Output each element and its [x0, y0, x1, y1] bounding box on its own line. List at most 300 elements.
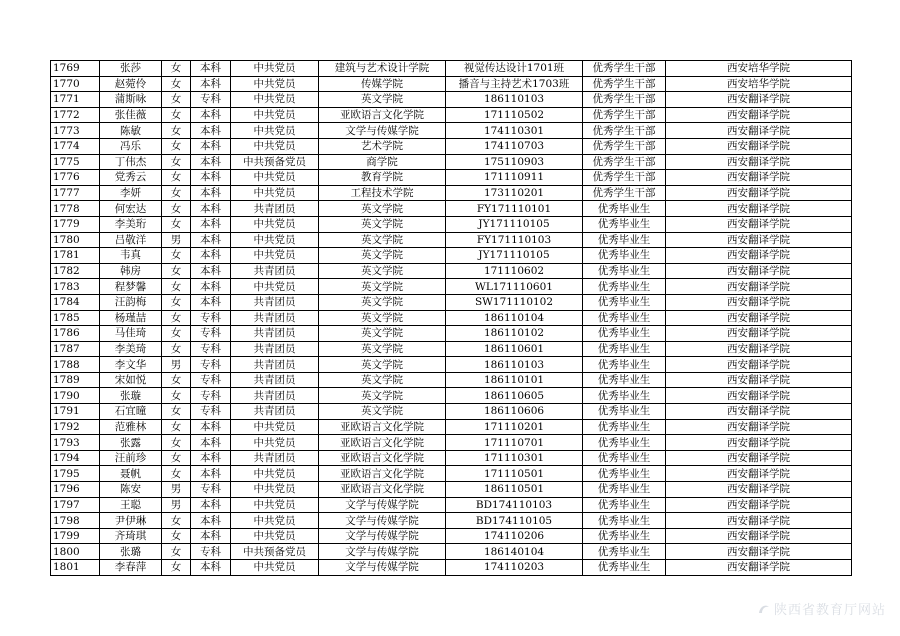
table-row: [51, 341, 852, 357]
award-type-cell: 优秀毕业生: [583, 310, 666, 326]
political-status-cell: 共青团员: [231, 263, 319, 279]
table-row: [51, 450, 852, 466]
education-level-cell: 本科: [191, 528, 231, 544]
education-level-cell: 本科: [191, 248, 231, 264]
student-name-cell: 蒲斯咏: [100, 92, 162, 108]
student-name-cell: 李美珩: [100, 216, 162, 232]
row-number-cell: 1794: [51, 450, 100, 466]
political-status-cell: 中共党员: [231, 123, 319, 139]
row-number-cell: 1791: [51, 404, 100, 420]
university-cell: 西安翻译学院: [666, 294, 852, 310]
school-department-cell: 英文学院: [319, 216, 446, 232]
student-name-cell: 宋如悦: [100, 372, 162, 388]
row-number-cell: 1785: [51, 310, 100, 326]
award-type-cell: 优秀学生干部: [583, 170, 666, 186]
gender-cell: 男: [162, 482, 191, 498]
political-status-cell: 共青团员: [231, 326, 319, 342]
class-id-cell: 174110703: [446, 138, 583, 154]
award-type-cell: 优秀毕业生: [583, 216, 666, 232]
award-type-cell: 优秀学生干部: [583, 154, 666, 170]
table-row: [51, 294, 852, 310]
row-number-cell: 1776: [51, 170, 100, 186]
class-id-cell: 171110911: [446, 170, 583, 186]
row-number-cell: 1779: [51, 216, 100, 232]
class-id-cell: SW171110102: [446, 294, 583, 310]
student-name-cell: 何宏达: [100, 201, 162, 217]
education-level-cell: 专科: [191, 404, 231, 420]
student-name-cell: 马佳琦: [100, 326, 162, 342]
class-id-cell: FY171110101: [446, 201, 583, 217]
university-cell: 西安培华学院: [666, 61, 852, 77]
political-status-cell: 共青团员: [231, 450, 319, 466]
row-number-cell: 1789: [51, 372, 100, 388]
gender-cell: 女: [162, 404, 191, 420]
university-cell: 西安翻译学院: [666, 201, 852, 217]
table-row: [51, 310, 852, 326]
education-level-cell: 本科: [191, 123, 231, 139]
school-department-cell: 英文学院: [319, 248, 446, 264]
education-level-cell: 专科: [191, 92, 231, 108]
class-id-cell: 186110605: [446, 388, 583, 404]
school-department-cell: 亚欧语言文化学院: [319, 482, 446, 498]
gender-cell: 女: [162, 513, 191, 529]
table-row: [51, 107, 852, 123]
award-type-cell: 优秀学生干部: [583, 123, 666, 139]
university-cell: 西安翻译学院: [666, 154, 852, 170]
row-number-cell: 1790: [51, 388, 100, 404]
education-level-cell: 本科: [191, 107, 231, 123]
education-level-cell: 本科: [191, 435, 231, 451]
table-row: [51, 185, 852, 201]
student-name-cell: 汪韵梅: [100, 294, 162, 310]
school-department-cell: 教育学院: [319, 170, 446, 186]
row-number-cell: 1770: [51, 76, 100, 92]
university-cell: 西安翻译学院: [666, 450, 852, 466]
gender-cell: 男: [162, 232, 191, 248]
award-type-cell: 优秀毕业生: [583, 294, 666, 310]
gender-cell: 女: [162, 123, 191, 139]
roster-table: [50, 60, 852, 576]
class-id-cell: BD174110103: [446, 497, 583, 513]
student-name-cell: 党秀云: [100, 170, 162, 186]
award-type-cell: 优秀毕业生: [583, 528, 666, 544]
watermark: [757, 599, 886, 618]
school-department-cell: 亚欧语言文化学院: [319, 435, 446, 451]
political-status-cell: 中共党员: [231, 76, 319, 92]
table-row: [51, 279, 852, 295]
political-status-cell: 共青团员: [231, 201, 319, 217]
award-type-cell: 优秀毕业生: [583, 201, 666, 217]
award-type-cell: 优秀毕业生: [583, 560, 666, 576]
row-number-cell: 1783: [51, 279, 100, 295]
political-status-cell: 共青团员: [231, 294, 319, 310]
school-department-cell: 亚欧语言文化学院: [319, 450, 446, 466]
school-department-cell: 英文学院: [319, 201, 446, 217]
education-level-cell: 本科: [191, 497, 231, 513]
education-level-cell: 本科: [191, 294, 231, 310]
university-cell: 西安翻译学院: [666, 310, 852, 326]
university-cell: 西安翻译学院: [666, 216, 852, 232]
gender-cell: 女: [162, 310, 191, 326]
political-status-cell: 中共党员: [231, 528, 319, 544]
award-type-cell: 优秀毕业生: [583, 263, 666, 279]
university-cell: 西安翻译学院: [666, 544, 852, 560]
student-name-cell: 吕敬洋: [100, 232, 162, 248]
class-id-cell: 186110102: [446, 326, 583, 342]
row-number-cell: 1775: [51, 154, 100, 170]
row-number-cell: 1771: [51, 92, 100, 108]
political-status-cell: 共青团员: [231, 404, 319, 420]
university-cell: 西安翻译学院: [666, 248, 852, 264]
table-row: [51, 170, 852, 186]
table-row: [51, 528, 852, 544]
school-department-cell: 文学与传媒学院: [319, 544, 446, 560]
education-level-cell: 本科: [191, 466, 231, 482]
education-level-cell: 本科: [191, 450, 231, 466]
class-id-cell: FY171110103: [446, 232, 583, 248]
school-department-cell: 英文学院: [319, 388, 446, 404]
school-department-cell: 工程技术学院: [319, 185, 446, 201]
table-row: [51, 497, 852, 513]
gender-cell: 女: [162, 544, 191, 560]
student-name-cell: 冯乐: [100, 138, 162, 154]
political-status-cell: 中共党员: [231, 482, 319, 498]
gender-cell: 女: [162, 279, 191, 295]
political-status-cell: 中共党员: [231, 466, 319, 482]
student-name-cell: 张露: [100, 435, 162, 451]
education-level-cell: 本科: [191, 419, 231, 435]
roster-sheet: [50, 60, 851, 576]
row-number-cell: 1781: [51, 248, 100, 264]
political-status-cell: 中共党员: [231, 560, 319, 576]
award-type-cell: 优秀毕业生: [583, 388, 666, 404]
school-department-cell: 英文学院: [319, 326, 446, 342]
gender-cell: 女: [162, 185, 191, 201]
school-department-cell: 英文学院: [319, 263, 446, 279]
student-name-cell: 聂帆: [100, 466, 162, 482]
political-status-cell: 中共党员: [231, 185, 319, 201]
class-id-cell: 174110203: [446, 560, 583, 576]
university-cell: 西安翻译学院: [666, 92, 852, 108]
student-name-cell: 王聪: [100, 497, 162, 513]
gender-cell: 女: [162, 107, 191, 123]
table-row: [51, 263, 852, 279]
table-row: [51, 357, 852, 373]
education-level-cell: 专科: [191, 482, 231, 498]
student-name-cell: 张莎: [100, 61, 162, 77]
education-level-cell: 本科: [191, 560, 231, 576]
table-row: [51, 154, 852, 170]
political-status-cell: 中共党员: [231, 419, 319, 435]
school-department-cell: 英文学院: [319, 92, 446, 108]
gender-cell: 女: [162, 372, 191, 388]
award-type-cell: 优秀毕业生: [583, 357, 666, 373]
row-number-cell: 1774: [51, 138, 100, 154]
student-name-cell: 石宜曈: [100, 404, 162, 420]
gender-cell: 女: [162, 560, 191, 576]
political-status-cell: 共青团员: [231, 372, 319, 388]
student-name-cell: 杨瑾喆: [100, 310, 162, 326]
class-id-cell: 171110602: [446, 263, 583, 279]
education-level-cell: 本科: [191, 76, 231, 92]
table-row: [51, 61, 852, 77]
class-id-cell: 186110606: [446, 404, 583, 420]
university-cell: 西安翻译学院: [666, 560, 852, 576]
table-row: [51, 248, 852, 264]
award-type-cell: 优秀学生干部: [583, 61, 666, 77]
political-status-cell: 共青团员: [231, 357, 319, 373]
school-department-cell: 英文学院: [319, 294, 446, 310]
university-cell: 西安培华学院: [666, 76, 852, 92]
gender-cell: 女: [162, 419, 191, 435]
student-name-cell: 张璇: [100, 388, 162, 404]
university-cell: 西安翻译学院: [666, 528, 852, 544]
university-cell: 西安翻译学院: [666, 372, 852, 388]
table-row: [51, 326, 852, 342]
class-id-cell: 171110701: [446, 435, 583, 451]
political-status-cell: 中共党员: [231, 92, 319, 108]
gender-cell: 女: [162, 92, 191, 108]
gender-cell: 女: [162, 61, 191, 77]
student-name-cell: 汪前珍: [100, 450, 162, 466]
class-id-cell: 173110201: [446, 185, 583, 201]
university-cell: 西安翻译学院: [666, 279, 852, 295]
row-number-cell: 1793: [51, 435, 100, 451]
class-id-cell: JY171110105: [446, 248, 583, 264]
swirl-logo-icon: [757, 602, 771, 616]
row-number-cell: 1777: [51, 185, 100, 201]
award-type-cell: 优秀毕业生: [583, 513, 666, 529]
gender-cell: 女: [162, 263, 191, 279]
education-level-cell: 专科: [191, 310, 231, 326]
gender-cell: 女: [162, 201, 191, 217]
student-name-cell: 齐琦琪: [100, 528, 162, 544]
education-level-cell: 专科: [191, 388, 231, 404]
university-cell: 西安翻译学院: [666, 185, 852, 201]
row-number-cell: 1800: [51, 544, 100, 560]
class-id-cell: 186110103: [446, 92, 583, 108]
university-cell: 西安翻译学院: [666, 404, 852, 420]
gender-cell: 女: [162, 528, 191, 544]
row-number-cell: 1788: [51, 357, 100, 373]
class-id-cell: 171110201: [446, 419, 583, 435]
education-level-cell: 本科: [191, 138, 231, 154]
student-name-cell: 范雅林: [100, 419, 162, 435]
political-status-cell: 中共党员: [231, 216, 319, 232]
award-type-cell: 优秀毕业生: [583, 404, 666, 420]
political-status-cell: 中共党员: [231, 107, 319, 123]
university-cell: 西安翻译学院: [666, 326, 852, 342]
table-row: [51, 123, 852, 139]
gender-cell: 女: [162, 154, 191, 170]
student-name-cell: 李美琦: [100, 341, 162, 357]
table-row: [51, 404, 852, 420]
row-number-cell: 1773: [51, 123, 100, 139]
roster-body: [51, 61, 852, 576]
row-number-cell: 1772: [51, 107, 100, 123]
award-type-cell: 优秀学生干部: [583, 92, 666, 108]
table-row: [51, 419, 852, 435]
class-id-cell: 174110301: [446, 123, 583, 139]
student-name-cell: 陈敏: [100, 123, 162, 139]
gender-cell: 男: [162, 357, 191, 373]
political-status-cell: 中共党员: [231, 138, 319, 154]
university-cell: 西安翻译学院: [666, 341, 852, 357]
education-level-cell: 本科: [191, 232, 231, 248]
row-number-cell: 1792: [51, 419, 100, 435]
political-status-cell: 中共党员: [231, 279, 319, 295]
school-department-cell: 亚欧语言文化学院: [319, 466, 446, 482]
gender-cell: 男: [162, 497, 191, 513]
award-type-cell: 优秀毕业生: [583, 419, 666, 435]
table-row: [51, 201, 852, 217]
university-cell: 西安翻译学院: [666, 419, 852, 435]
table-row: [51, 435, 852, 451]
award-type-cell: 优秀毕业生: [583, 248, 666, 264]
row-number-cell: 1796: [51, 482, 100, 498]
class-id-cell: 186110101: [446, 372, 583, 388]
school-department-cell: 文学与传媒学院: [319, 497, 446, 513]
education-level-cell: 本科: [191, 513, 231, 529]
award-type-cell: 优秀学生干部: [583, 76, 666, 92]
school-department-cell: 文学与传媒学院: [319, 123, 446, 139]
gender-cell: 女: [162, 435, 191, 451]
table-row: [51, 388, 852, 404]
school-department-cell: 艺术学院: [319, 138, 446, 154]
school-department-cell: 英文学院: [319, 310, 446, 326]
political-status-cell: 中共党员: [231, 61, 319, 77]
education-level-cell: 专科: [191, 372, 231, 388]
university-cell: 西安翻译学院: [666, 513, 852, 529]
student-name-cell: 张璐: [100, 544, 162, 560]
student-name-cell: 张佳薇: [100, 107, 162, 123]
gender-cell: 女: [162, 450, 191, 466]
table-row: [51, 76, 852, 92]
row-number-cell: 1787: [51, 341, 100, 357]
education-level-cell: 本科: [191, 170, 231, 186]
school-department-cell: 英文学院: [319, 279, 446, 295]
gender-cell: 女: [162, 466, 191, 482]
gender-cell: 女: [162, 294, 191, 310]
education-level-cell: 本科: [191, 216, 231, 232]
gender-cell: 女: [162, 326, 191, 342]
gender-cell: 女: [162, 248, 191, 264]
university-cell: 西安翻译学院: [666, 123, 852, 139]
school-department-cell: 英文学院: [319, 404, 446, 420]
university-cell: 西安翻译学院: [666, 170, 852, 186]
class-id-cell: 175110903: [446, 154, 583, 170]
university-cell: 西安翻译学院: [666, 107, 852, 123]
award-type-cell: 优秀毕业生: [583, 450, 666, 466]
school-department-cell: 亚欧语言文化学院: [319, 107, 446, 123]
row-number-cell: 1778: [51, 201, 100, 217]
student-name-cell: 程梦馨: [100, 279, 162, 295]
row-number-cell: 1801: [51, 560, 100, 576]
table-row: [51, 544, 852, 560]
political-status-cell: 中共党员: [231, 248, 319, 264]
gender-cell: 女: [162, 388, 191, 404]
gender-cell: 女: [162, 341, 191, 357]
class-id-cell: 186140104: [446, 544, 583, 560]
university-cell: 西安翻译学院: [666, 388, 852, 404]
education-level-cell: 本科: [191, 61, 231, 77]
university-cell: 西安翻译学院: [666, 466, 852, 482]
row-number-cell: 1797: [51, 497, 100, 513]
political-status-cell: 中共预备党员: [231, 544, 319, 560]
student-name-cell: 丁伟杰: [100, 154, 162, 170]
row-number-cell: 1784: [51, 294, 100, 310]
university-cell: 西安翻译学院: [666, 435, 852, 451]
political-status-cell: 中共党员: [231, 497, 319, 513]
political-status-cell: 中共党员: [231, 513, 319, 529]
student-name-cell: 李春萍: [100, 560, 162, 576]
student-name-cell: 韦真: [100, 248, 162, 264]
class-id-cell: 186110501: [446, 482, 583, 498]
education-level-cell: 本科: [191, 263, 231, 279]
school-department-cell: 文学与传媒学院: [319, 513, 446, 529]
gender-cell: 女: [162, 76, 191, 92]
class-id-cell: BD174110105: [446, 513, 583, 529]
class-id-cell: 播音与主持艺术1703班: [446, 76, 583, 92]
political-status-cell: 中共党员: [231, 170, 319, 186]
table-row: [51, 216, 852, 232]
education-level-cell: 专科: [191, 341, 231, 357]
political-status-cell: 中共预备党员: [231, 154, 319, 170]
table-row: [51, 482, 852, 498]
award-type-cell: 优秀毕业生: [583, 544, 666, 560]
gender-cell: 女: [162, 216, 191, 232]
university-cell: 西安翻译学院: [666, 497, 852, 513]
school-department-cell: 英文学院: [319, 357, 446, 373]
row-number-cell: 1769: [51, 61, 100, 77]
school-department-cell: 传媒学院: [319, 76, 446, 92]
student-name-cell: 李妍: [100, 185, 162, 201]
education-level-cell: 本科: [191, 154, 231, 170]
table-row: [51, 372, 852, 388]
row-number-cell: 1799: [51, 528, 100, 544]
student-name-cell: 尹伊琳: [100, 513, 162, 529]
watermark-text: 陕西省教育厅网站: [773, 603, 886, 618]
school-department-cell: 商学院: [319, 154, 446, 170]
award-type-cell: 优秀毕业生: [583, 232, 666, 248]
class-id-cell: 视觉传达设计1701班: [446, 61, 583, 77]
class-id-cell: 171110301: [446, 450, 583, 466]
row-number-cell: 1780: [51, 232, 100, 248]
award-type-cell: 优秀毕业生: [583, 482, 666, 498]
university-cell: 西安翻译学院: [666, 232, 852, 248]
class-id-cell: 171110501: [446, 466, 583, 482]
university-cell: 西安翻译学院: [666, 263, 852, 279]
award-type-cell: 优秀毕业生: [583, 372, 666, 388]
student-name-cell: 赵菀伶: [100, 76, 162, 92]
table-row: [51, 92, 852, 108]
gender-cell: 女: [162, 138, 191, 154]
award-type-cell: 优秀毕业生: [583, 497, 666, 513]
education-level-cell: 专科: [191, 544, 231, 560]
university-cell: 西安翻译学院: [666, 138, 852, 154]
school-department-cell: 亚欧语言文化学院: [319, 419, 446, 435]
award-type-cell: 优秀学生干部: [583, 138, 666, 154]
award-type-cell: 优秀毕业生: [583, 466, 666, 482]
award-type-cell: 优秀学生干部: [583, 107, 666, 123]
award-type-cell: 优秀毕业生: [583, 341, 666, 357]
table-row: [51, 232, 852, 248]
student-name-cell: 陈安: [100, 482, 162, 498]
school-department-cell: 英文学院: [319, 232, 446, 248]
student-name-cell: 韩房: [100, 263, 162, 279]
row-number-cell: 1786: [51, 326, 100, 342]
political-status-cell: 中共党员: [231, 435, 319, 451]
